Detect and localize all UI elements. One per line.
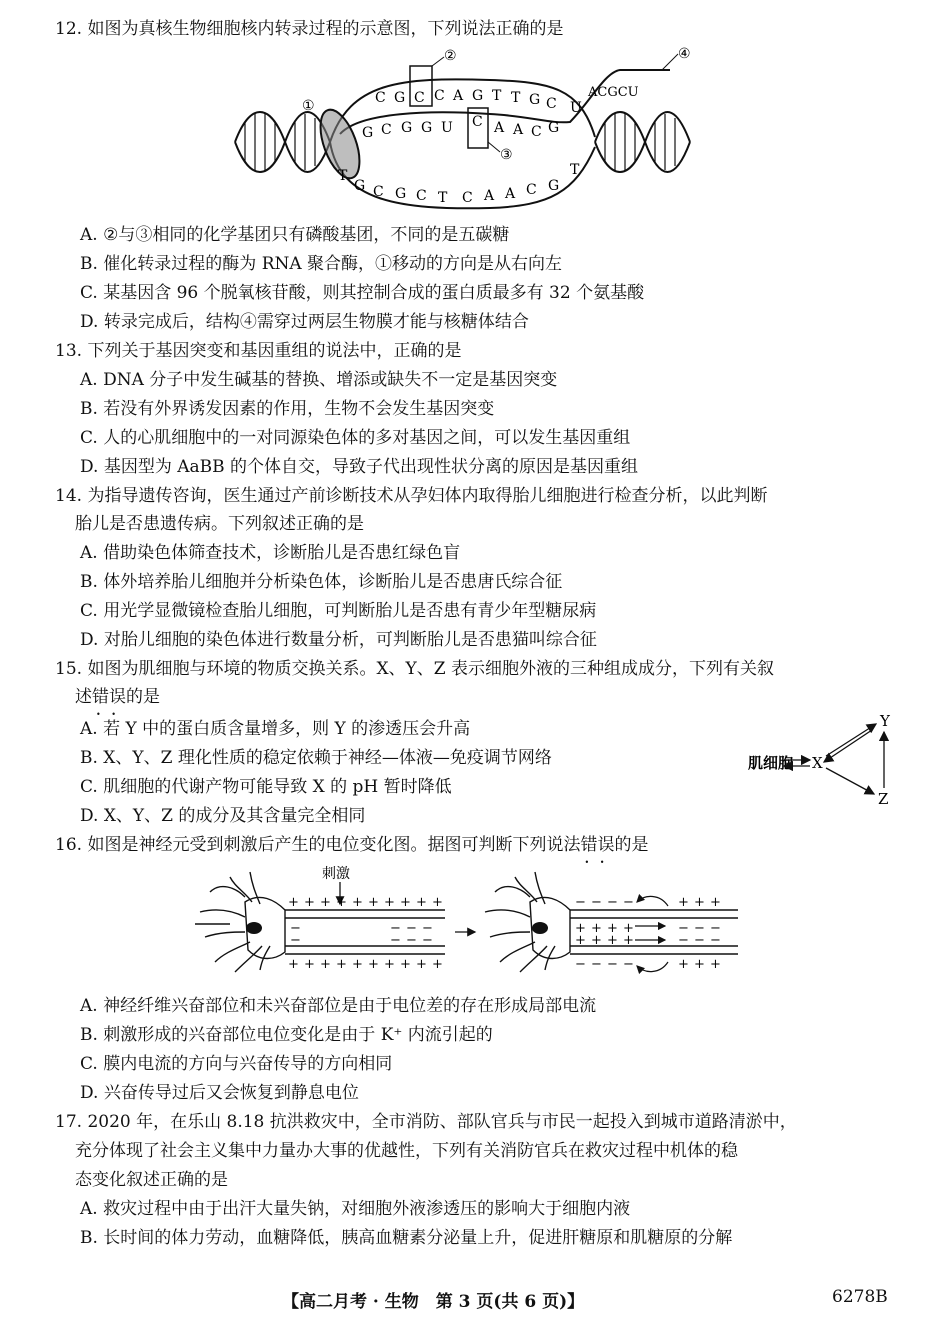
svg-text:−: −	[607, 895, 618, 910]
svg-text:C: C	[462, 190, 473, 206]
svg-text:+: +	[288, 895, 299, 910]
svg-text:+: +	[623, 933, 634, 948]
svg-text:G: G	[395, 186, 407, 202]
svg-text:T: T	[492, 88, 502, 104]
footer-title: 【高二月考 · 生物 第 3 页(共 6 页)】	[282, 1292, 585, 1312]
q16-option-a: A. 神经纤维兴奋部位和未兴奋部位是由于电位差的存在形成局部电流	[80, 996, 597, 1016]
label-y: Y	[880, 712, 890, 730]
label-x: X	[812, 754, 823, 772]
q17-stem-line1: 17. 2020 年，在乐山 8.18 抗洪救灾中，全市消防、部队官兵与市民一起投入到城市道路清淤中，	[55, 1112, 797, 1132]
svg-text:+: +	[678, 895, 689, 910]
q12-option-b: B. 催化转录过程的酶为 RNA 聚合酶，①移动的方向是从右向左	[80, 254, 563, 274]
svg-text:G: G	[421, 120, 433, 136]
label-z: Z	[878, 790, 889, 808]
q14-option-c: C. 用光学显微镜检查胎儿细胞，可判断胎儿是否患有青少年型糖尿病	[80, 601, 597, 621]
svg-text:−: −	[390, 933, 401, 948]
svg-text:C: C	[414, 90, 425, 106]
svg-text:+: +	[607, 933, 618, 948]
svg-text:+: +	[320, 957, 331, 972]
svg-text:+: +	[607, 921, 618, 936]
svg-text:+: +	[304, 957, 315, 972]
q13-option-c: C. 人的心肌细胞中的一对同源染色体的多对基因之间，可以发生基因重组	[80, 428, 631, 448]
svg-text:T: T	[511, 90, 521, 106]
q14-option-d: D. 对胎儿细胞的染色体进行数量分析，可判断胎儿是否患猫叫综合征	[80, 630, 597, 650]
q15-emphasis-wrong: 错误 • •	[92, 687, 126, 707]
q12-stem: 12. 如图为真核生物细胞核内转录过程的示意图，下列说法正确的是	[55, 19, 564, 39]
svg-text:G: G	[401, 120, 413, 136]
label-muscle-cell: 肌细胞	[748, 754, 794, 772]
q12-option-d: D. 转录完成后，结构④需穿过两层生物膜才能与核糖体结合	[80, 312, 529, 332]
svg-text:G: G	[529, 92, 541, 108]
q16-emphasis-wrong: 错误 • •	[580, 835, 614, 855]
svg-text:C: C	[373, 184, 384, 200]
svg-text:+: +	[400, 895, 411, 910]
svg-text:+: +	[352, 895, 363, 910]
svg-text:+: +	[288, 957, 299, 972]
svg-text:−: −	[607, 957, 618, 972]
svg-text:U: U	[570, 100, 582, 116]
svg-text:+: +	[368, 957, 379, 972]
svg-text:+: +	[678, 957, 689, 972]
q17-option-a: A. 救灾过程中由于出汗大量失钠，对细胞外液渗透压的影响大于细胞内液	[80, 1199, 631, 1219]
marker-3: ③	[500, 147, 513, 163]
q13-option-a: A. DNA 分子中发生碱基的替换、增添或缺失不一定是基因突变	[80, 370, 558, 390]
svg-text:−: −	[575, 957, 586, 972]
q15-stem-line1: 15. 如图为肌细胞与环境的物质交换关系。X、Y、Z 表示细胞外液的三种组成成分，下列有关叙	[55, 659, 774, 679]
svg-text:C: C	[381, 122, 392, 138]
svg-text:+: +	[623, 921, 634, 936]
svg-text:−: −	[710, 921, 721, 936]
q15-stem-line2: 述错误 • •的是	[75, 686, 160, 708]
svg-text:A: A	[453, 88, 464, 104]
svg-text:C: C	[472, 114, 483, 130]
svg-text:+: +	[694, 957, 705, 972]
svg-text:G: G	[472, 88, 484, 104]
svg-text:C: C	[546, 96, 557, 112]
q14-option-a: A. 借助染色体筛查技术，诊断胎儿是否患红绿色盲	[80, 543, 461, 563]
svg-text:+: +	[400, 957, 411, 972]
svg-text:G: G	[394, 90, 406, 106]
svg-text:−: −	[290, 933, 301, 948]
svg-text:G: G	[354, 178, 366, 194]
q15-option-b: B. X、Y、Z 理化性质的稳定依赖于神经—体液—免疫调节网络	[80, 748, 552, 768]
q14-stem-line1: 14. 为指导遗传咨询，医生通过产前诊断技术从孕妇体内取得胎儿细胞进行检查分析，以此判断	[55, 486, 768, 506]
dna-helix-right	[595, 112, 690, 172]
svg-text:C: C	[531, 124, 542, 140]
svg-text:+: +	[710, 957, 721, 972]
svg-text:+: +	[384, 895, 395, 910]
marker-1: ①	[302, 98, 315, 114]
footer-code: 6278B	[832, 1287, 888, 1307]
q15-option-c: C. 肌细胞的代谢产物可能导致 X 的 pH 暂时降低	[80, 777, 452, 797]
nerve-potential-diagram	[190, 862, 750, 986]
svg-text:+: +	[591, 921, 602, 936]
svg-text:−: −	[710, 933, 721, 948]
svg-text:T: T	[338, 168, 348, 184]
svg-text:A: A	[505, 186, 516, 202]
svg-text:+: +	[352, 957, 363, 972]
q15-option-a: A. 若 Y 中的蛋白质含量增多，则 Y 的渗透压会升高	[80, 719, 471, 739]
svg-text:U: U	[441, 120, 453, 136]
svg-text:+: +	[575, 933, 586, 948]
svg-text:−: −	[406, 921, 417, 936]
svg-text:T: T	[570, 162, 580, 178]
q13-option-b: B. 若没有外界诱发因素的作用，生物不会发生基因突变	[80, 399, 495, 419]
svg-text:+: +	[416, 957, 427, 972]
svg-text:C: C	[416, 188, 427, 204]
svg-text:+: +	[710, 895, 721, 910]
q16-option-b: B. 刺激形成的兴奋部位电位变化是由于 K⁺ 内流引起的	[80, 1025, 493, 1045]
stimulus-label: 刺激	[322, 866, 350, 882]
q14-stem-line2: 胎儿是否患遗传病。下列叙述正确的是	[75, 514, 364, 534]
svg-text:−: −	[678, 921, 689, 936]
svg-text:C: C	[434, 88, 445, 104]
svg-text:G: G	[548, 178, 560, 194]
q16-option-d: D. 兴奋传导过后又会恢复到静息电位	[80, 1083, 359, 1103]
rna-tail-label: ACGCU	[588, 85, 639, 100]
q17-stem-line3: 态变化叙述正确的是	[75, 1170, 228, 1190]
svg-text:G: G	[548, 120, 560, 136]
dna-helix-left	[235, 112, 330, 172]
svg-text:−: −	[406, 933, 417, 948]
svg-text:C: C	[375, 90, 386, 106]
svg-text:+: +	[336, 957, 347, 972]
right-charges	[575, 895, 721, 972]
marker-4: ④	[678, 46, 691, 62]
svg-text:−: −	[591, 957, 602, 972]
svg-text:−: −	[290, 921, 301, 936]
svg-text:−: −	[694, 921, 705, 936]
svg-text:+: +	[384, 957, 395, 972]
left-charges	[288, 895, 443, 972]
svg-text:+: +	[591, 933, 602, 948]
svg-text:−: −	[591, 895, 602, 910]
svg-text:−: −	[678, 933, 689, 948]
transcription-diagram	[230, 42, 700, 220]
svg-text:+: +	[694, 895, 705, 910]
svg-text:+: +	[368, 895, 379, 910]
q14-option-b: B. 体外培养胎儿细胞并分析染色体，诊断胎儿是否患唐氏综合征	[80, 572, 563, 592]
exchange-diagram	[748, 712, 908, 808]
svg-text:+: +	[320, 895, 331, 910]
svg-text:+: +	[416, 895, 427, 910]
svg-text:−: −	[575, 895, 586, 910]
q13-option-d: D. 基因型为 AaBB 的个体自交，导致子代出现性状分离的原因是基因重组	[80, 457, 639, 477]
svg-text:C: C	[526, 182, 537, 198]
q17-stem-line2: 充分体现了社会主义集中力量办大事的优越性，下列有关消防官兵在救灾过程中机体的稳	[75, 1141, 738, 1161]
svg-text:A: A	[484, 188, 495, 204]
q13-stem: 13. 下列关于基因突变和基因重组的说法中，正确的是	[55, 341, 462, 361]
svg-text:T: T	[438, 190, 448, 206]
svg-text:−: −	[694, 933, 705, 948]
svg-text:−: −	[422, 933, 433, 948]
marker-2: ②	[444, 48, 457, 64]
top-strand-bases	[375, 88, 582, 116]
q15-option-d: D. X、Y、Z 的成分及其含量完全相同	[80, 806, 366, 826]
svg-text:A: A	[494, 120, 505, 136]
svg-text:G: G	[362, 125, 374, 141]
svg-text:−: −	[623, 957, 634, 972]
svg-text:+: +	[432, 957, 443, 972]
svg-text:+: +	[575, 921, 586, 936]
svg-text:+: +	[336, 895, 347, 910]
q12-option-a: A. ②与③相同的化学基团只有磷酸基团，不同的是五碳糖	[80, 225, 510, 245]
svg-text:A: A	[513, 122, 524, 138]
svg-text:−: −	[390, 921, 401, 936]
svg-text:−: −	[422, 921, 433, 936]
neuron-left	[195, 872, 285, 972]
q17-option-b: B. 长时间的体力劳动，血糖降低，胰高血糖素分泌量上升，促进肝糖原和肌糖原的分解	[80, 1228, 733, 1248]
svg-text:+: +	[432, 895, 443, 910]
neuron-right	[485, 872, 570, 972]
svg-text:−: −	[623, 895, 634, 910]
q16-stem: 16. 如图是神经元受到刺激后产生的电位变化图。据图可判断下列说法错误 • •的是	[55, 834, 648, 856]
svg-text:+: +	[304, 895, 315, 910]
q12-option-c: C. 某基因含 96 个脱氧核苷酸，则其控制合成的蛋白质最多有 32 个氨基酸	[80, 283, 645, 303]
q16-option-c: C. 膜内电流的方向与兴奋传导的方向相同	[80, 1054, 393, 1074]
